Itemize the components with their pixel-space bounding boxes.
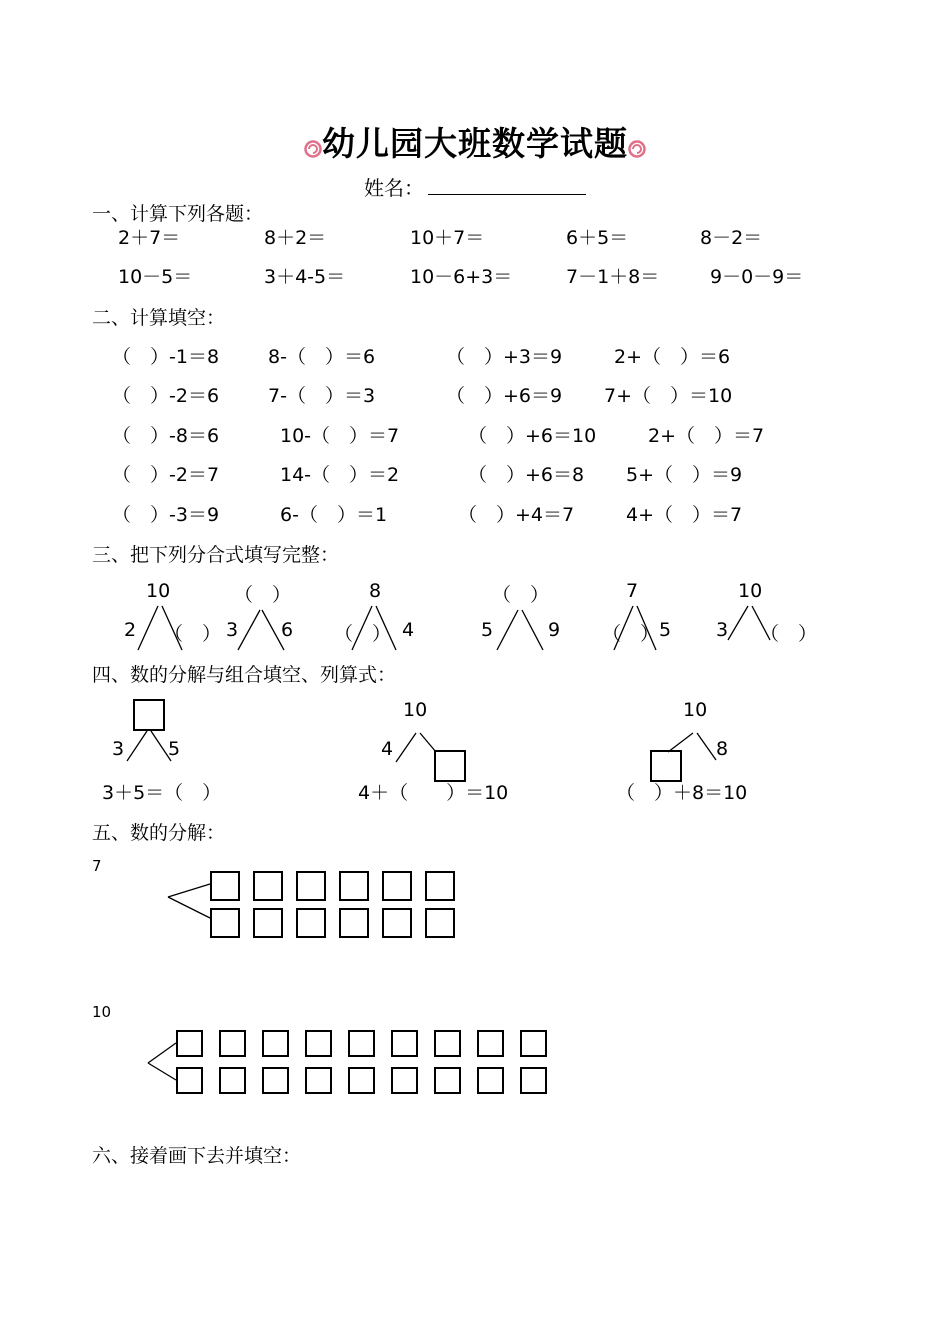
name-label: 姓名： xyxy=(364,176,424,200)
name-blank[interactable] xyxy=(428,178,586,195)
tree-left: 3 xyxy=(226,619,239,641)
section5-heading: 五、数的分解： xyxy=(92,822,226,844)
tree-right: （ ） xyxy=(760,623,818,645)
s2-eq: （ ）+3＝9 xyxy=(446,346,563,368)
page-title xyxy=(0,118,950,166)
branch-line xyxy=(497,610,518,650)
s2-eq: （ ）+6＝8 xyxy=(468,464,585,486)
answer-box[interactable] xyxy=(520,1067,547,1094)
tree-right: 6 xyxy=(281,619,294,641)
branch-line xyxy=(697,733,716,760)
swirl-icon xyxy=(304,127,322,166)
s1-eq: 2＋7＝ xyxy=(118,227,181,249)
s5-number: 7 xyxy=(92,857,102,875)
s4-equation: （ ）＋8＝10 xyxy=(616,782,748,804)
answer-box[interactable] xyxy=(477,1067,504,1094)
answer-box[interactable] xyxy=(176,1030,203,1057)
tree-top: 8 xyxy=(369,580,382,602)
s2-eq: 2+（ ）＝7 xyxy=(648,425,765,447)
s2-eq: （ ）-2＝6 xyxy=(112,385,220,407)
answer-box[interactable] xyxy=(219,1067,246,1094)
s2-eq: 8-（ ）＝6 xyxy=(268,346,376,368)
s4-top: 10 xyxy=(683,699,708,721)
s2-eq: 4+（ ）＝7 xyxy=(626,504,743,526)
fork-line xyxy=(168,884,210,897)
answer-box[interactable] xyxy=(348,1030,375,1057)
tree-left: （ ） xyxy=(602,623,660,645)
s4-left: 3 xyxy=(112,738,125,760)
s2-eq: （ ）+6＝10 xyxy=(468,425,597,447)
answer-box[interactable] xyxy=(253,908,283,938)
branch-line xyxy=(238,610,260,650)
s1-eq: 8－2＝ xyxy=(700,227,763,249)
s2-eq: 5+（ ）＝9 xyxy=(626,464,743,486)
answer-box[interactable] xyxy=(382,908,412,938)
answer-box[interactable] xyxy=(305,1067,332,1094)
tree-top: （ ） xyxy=(234,584,292,606)
answer-box[interactable] xyxy=(391,1030,418,1057)
tree-top: 7 xyxy=(626,580,639,602)
section3-heading: 三、把下列分合式填写完整： xyxy=(92,544,340,566)
answer-box[interactable] xyxy=(434,1067,461,1094)
tree-left: 5 xyxy=(481,619,494,641)
answer-box[interactable] xyxy=(210,908,240,938)
s5-number: 10 xyxy=(92,1003,112,1021)
section1-heading: 一、计算下列各题： xyxy=(92,203,264,225)
answer-box[interactable] xyxy=(425,871,455,901)
s4-right: 5 xyxy=(168,738,181,760)
s1-eq: 7－1＋8＝ xyxy=(566,266,660,288)
answer-box[interactable] xyxy=(339,871,369,901)
branch-line xyxy=(522,610,543,650)
section4-heading: 四、数的分解与组合填空、列算式： xyxy=(92,664,397,686)
fork-line xyxy=(148,1043,176,1063)
answer-box[interactable] xyxy=(296,908,326,938)
s1-eq: 10－6+3＝ xyxy=(410,266,513,288)
answer-box[interactable] xyxy=(425,908,455,938)
tree-left: 3 xyxy=(716,619,729,641)
answer-box[interactable] xyxy=(296,871,326,901)
branch-line xyxy=(396,733,416,762)
s2-eq: 7-（ ）＝3 xyxy=(268,385,376,407)
branch-line xyxy=(127,731,147,761)
branch-line xyxy=(728,606,748,640)
answer-box[interactable] xyxy=(219,1030,246,1057)
s2-eq: 7+（ ）＝10 xyxy=(604,385,733,407)
s4-top: 10 xyxy=(403,699,428,721)
s1-eq: 6＋5＝ xyxy=(566,227,629,249)
tree-top: （ ） xyxy=(492,584,550,606)
s4-equation: 3＋5＝（ ） xyxy=(102,782,222,804)
swirl-icon xyxy=(628,127,646,166)
s2-eq: 6-（ ）＝1 xyxy=(280,504,388,526)
s2-eq: （ ）-1＝8 xyxy=(112,346,220,368)
s4-right: 8 xyxy=(716,738,729,760)
section2-heading: 二、计算填空： xyxy=(92,307,226,329)
answer-box[interactable] xyxy=(253,871,283,901)
answer-box[interactable] xyxy=(477,1030,504,1057)
tree-right: 9 xyxy=(548,619,561,641)
answer-box[interactable] xyxy=(176,1067,203,1094)
answer-box[interactable] xyxy=(520,1030,547,1057)
name-field xyxy=(364,172,586,201)
s1-eq: 9－0－9＝ xyxy=(710,266,804,288)
tree-left: （ ） xyxy=(334,623,392,645)
tree-top: 10 xyxy=(146,580,171,602)
s2-eq: （ ）-8＝6 xyxy=(112,425,220,447)
answer-box[interactable] xyxy=(210,871,240,901)
tree-top: 10 xyxy=(738,580,763,602)
s2-eq: （ ）-2＝7 xyxy=(112,464,220,486)
s2-eq: 10-（ ）＝7 xyxy=(280,425,400,447)
s4-equation: 4＋（ ）＝10 xyxy=(358,782,509,804)
s1-eq: 10＋7＝ xyxy=(410,227,485,249)
answer-box[interactable] xyxy=(434,1030,461,1057)
s1-eq: 3＋4-5＝ xyxy=(264,266,346,288)
tree-left: 2 xyxy=(124,619,137,641)
s2-eq: 2+（ ）＝6 xyxy=(614,346,731,368)
s2-eq: （ ）+6＝9 xyxy=(446,385,563,407)
fork-line xyxy=(168,897,210,918)
fork-line xyxy=(148,1063,176,1080)
answer-box[interactable] xyxy=(305,1030,332,1057)
answer-box[interactable] xyxy=(262,1030,289,1057)
s1-eq: 8＋2＝ xyxy=(264,227,327,249)
s2-eq: （ ）+4＝7 xyxy=(458,504,575,526)
s2-eq: 14-（ ）＝2 xyxy=(280,464,400,486)
answer-box[interactable] xyxy=(348,1067,375,1094)
answer-box[interactable] xyxy=(382,871,412,901)
tree-right: 5 xyxy=(659,619,672,641)
title-text: 幼儿园大班数学试题 xyxy=(322,124,628,163)
tree-right: 4 xyxy=(402,619,415,641)
s4-left: 4 xyxy=(381,738,394,760)
answer-box[interactable] xyxy=(262,1067,289,1094)
answer-box[interactable] xyxy=(339,908,369,938)
section6-heading: 六、接着画下去并填空： xyxy=(92,1145,302,1167)
s2-eq: （ ）-3＝9 xyxy=(112,504,220,526)
answer-box[interactable] xyxy=(391,1067,418,1094)
branch-line xyxy=(138,606,158,650)
tree-right: （ ） xyxy=(164,623,222,645)
s1-eq: 10－5＝ xyxy=(118,266,193,288)
answer-box[interactable] xyxy=(133,699,165,731)
